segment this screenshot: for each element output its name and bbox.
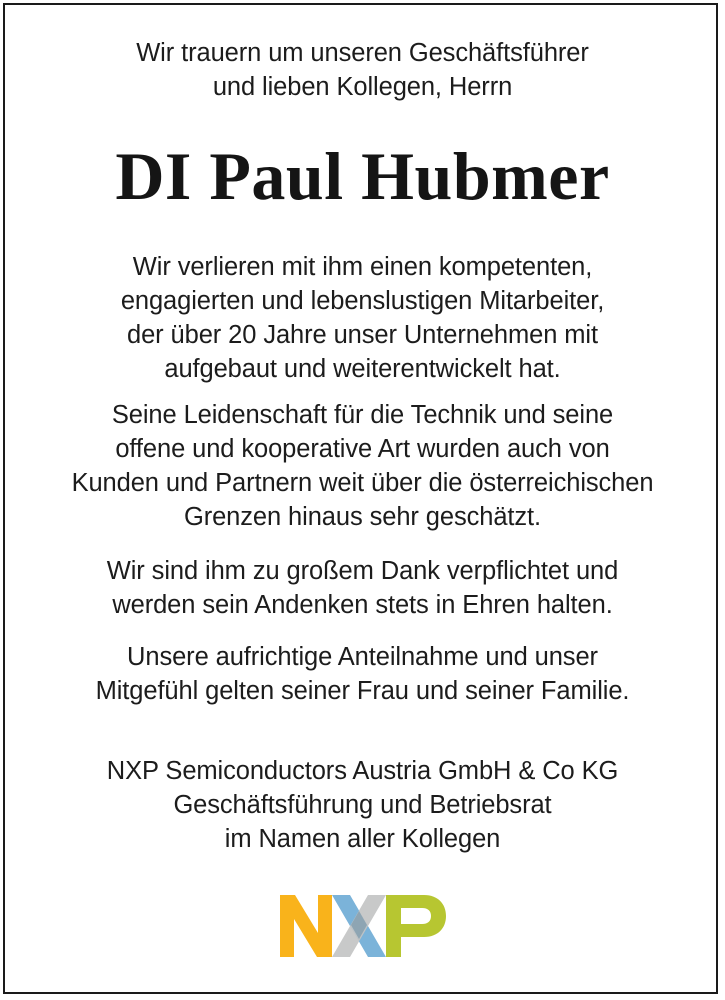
paragraph-line: Unsere aufrichtige Anteilnahme und unser: [127, 643, 598, 671]
paragraph-line: Mitgefühl gelten seiner Frau und seiner Familie.: [95, 677, 630, 705]
intro-line: und lieben Kollegen, Herrn: [212, 73, 513, 101]
deceased-name: DI Paul Hubmer: [115, 138, 610, 214]
paragraph-line: aufgebaut und weiterentwickelt hat.: [164, 355, 561, 383]
signature-line: Geschäftsführung und Betriebsrat: [173, 791, 552, 819]
paragraph-line: Grenzen hinaus sehr geschätzt.: [183, 503, 542, 531]
intro-text: [0, 36, 725, 104]
paragraph-tribute: [0, 250, 725, 386]
intro-line: Wir trauern um unseren Geschäftsführer: [136, 39, 589, 67]
nxp-logo: [280, 895, 446, 957]
paragraph-line: Wir sind ihm zu großem Dank verpflichtet und: [106, 557, 619, 585]
paragraph-line: Wir verlieren mit ihm einen kompetenten,: [132, 253, 593, 281]
signature-block: [0, 754, 725, 856]
signature-line: NXP Semiconductors Austria GmbH & Co KG: [106, 757, 619, 785]
logo-letter-n: [280, 895, 332, 957]
paragraph-line: engagierten und lebenslustigen Mitarbeiter,: [120, 287, 605, 315]
paragraph-line: der über 20 Jahre unser Unternehmen mit: [127, 321, 598, 349]
paragraph-line: Kunden und Partnern weit über die österreichischen: [71, 469, 654, 497]
paragraph-gratitude: [0, 554, 725, 622]
paragraph-passion: [0, 398, 725, 534]
signature-line: im Namen aller Kollegen: [224, 825, 501, 853]
paragraph-line: Seine Leidenschaft für die Technik und seine: [111, 401, 614, 429]
paragraph-line: offene und kooperative Art wurden auch von: [115, 435, 610, 463]
logo-letter-p: [386, 895, 446, 957]
paragraph-condolence: [0, 640, 725, 708]
paragraph-line: werden sein Andenken stets in Ehren halten.: [112, 591, 613, 619]
